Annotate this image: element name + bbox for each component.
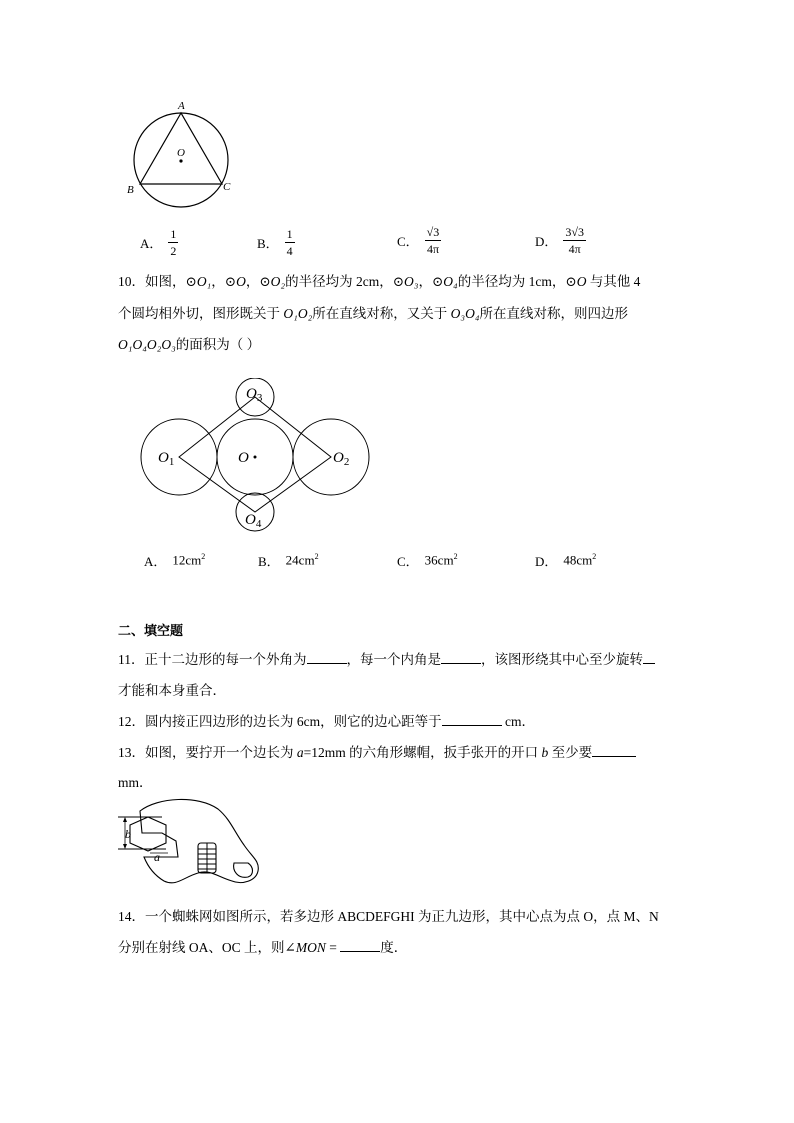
q9-option-d-den: 4π <box>568 242 581 256</box>
q13-line-1 <box>118 741 636 761</box>
q10-var: O₄ <box>443 274 458 289</box>
q11-line-2: 才能和本身重合． <box>118 683 226 698</box>
q14-line-2 <box>118 936 407 956</box>
q9-option-b <box>257 228 295 257</box>
q9-option-b-num: 1 <box>286 227 293 241</box>
q10-text: 10．如图，⊙ <box>118 274 197 289</box>
q10-option-c-value <box>425 552 458 568</box>
q10-var: O₁O₄O₂O₃ <box>118 337 176 352</box>
q9-option-c-num: √3 <box>426 225 440 239</box>
q10-option-d-letter: D． <box>535 554 558 569</box>
label-o1: $O_1$ <box>158 450 175 468</box>
q10-line-2 <box>118 302 628 322</box>
q10-line-3 <box>118 333 260 353</box>
q10-option-c <box>397 551 458 570</box>
q9-option-d <box>535 226 586 255</box>
section-title: 二、填空题 <box>118 623 184 638</box>
q9-option-a <box>140 228 178 257</box>
q9-option-b-fraction <box>285 228 295 257</box>
q10-text: ，⊙ <box>211 274 237 289</box>
q9-option-d-num: 3√3 <box>565 225 584 239</box>
q11-text: ，每一个内角是 <box>346 652 441 667</box>
q13-text: 13．如图，要拧开一个边长为 <box>118 745 297 760</box>
q14-blank[interactable] <box>340 939 380 952</box>
center-point <box>179 159 182 162</box>
q14-angle: ∠MON <box>284 940 326 955</box>
label-c: C <box>223 181 231 193</box>
q10-option-d-text: 48cm <box>563 552 593 568</box>
q11-blank-2[interactable] <box>441 651 481 664</box>
label-o: O <box>177 147 185 159</box>
arrow-head <box>123 817 127 822</box>
q14-text: = <box>325 940 341 955</box>
q10-option-d-sup: 2 <box>592 552 597 562</box>
q10-var: O <box>236 274 246 289</box>
q10-text: 的半径均为 1cm，⊙ <box>457 274 577 289</box>
q10-var: O₂ <box>270 274 286 289</box>
q14-text: 分别在射线 OA、OC 上，则 <box>118 940 285 955</box>
q11-text: ，该图形绕其中心至少旋转 <box>481 652 643 667</box>
q12-line <box>118 710 535 730</box>
q13-line-2: mm． <box>118 775 153 790</box>
q13-text: 至少要 <box>548 745 593 760</box>
q10-text: 与其他 4 <box>586 274 641 289</box>
q9-option-d-fraction <box>563 226 586 255</box>
q9-option-a-num: 1 <box>170 227 177 241</box>
label-o2: $O_2$ <box>333 450 350 468</box>
label-b: b <box>125 827 131 841</box>
q9-option-b-den: 4 <box>286 244 293 258</box>
label-b: B <box>127 184 134 196</box>
wrench-body <box>140 799 258 882</box>
q10-option-b-text: 24cm <box>285 552 315 568</box>
q10-option-a-value <box>172 552 205 568</box>
q9-option-c-fraction <box>425 226 442 255</box>
q10-text: ，⊙ <box>245 274 271 289</box>
q10-option-c-sup: 2 <box>453 552 458 562</box>
label-o: O <box>238 450 249 466</box>
q11-line-1 <box>118 648 655 668</box>
q12-text: 12．圆内接正四边形的边长为 6cm，则它的边心距等于 <box>118 714 442 729</box>
q10-option-a-letter: A． <box>144 554 167 569</box>
q10-option-b-value <box>286 552 319 568</box>
q11-text: 11．正十二边形的每一个外角为 <box>118 652 307 667</box>
q9-option-c <box>397 226 441 255</box>
q10-var: O₃ <box>404 274 419 289</box>
q10-var: O <box>576 274 587 289</box>
q10-option-b-letter: B． <box>258 554 280 569</box>
q9-option-c-letter: C． <box>397 234 419 249</box>
q10-figure <box>136 378 372 533</box>
q10-option-a-sup: 2 <box>201 552 206 562</box>
q10-line-1 <box>118 270 640 290</box>
q11-blank-1[interactable] <box>307 651 347 664</box>
q11-blank-3[interactable] <box>643 651 655 664</box>
q13-blank[interactable] <box>592 744 636 757</box>
arrow-head <box>123 844 127 849</box>
q10-var: O₁ <box>196 274 212 289</box>
label-a: A <box>178 100 185 112</box>
handle-slot <box>234 863 253 877</box>
q9-option-a-den: 2 <box>170 244 177 258</box>
q9-option-b-letter: B． <box>257 236 279 251</box>
q13-var: a <box>296 745 304 760</box>
q13-figure <box>118 797 264 889</box>
q10-option-b-sup: 2 <box>314 552 319 562</box>
q9-option-c-den: 4π <box>426 242 439 256</box>
q14-line-1: 14．一个蜘蛛网如图所示，若多边形 ABCDEFGHI 为正九边形，其中心点为点 O，点 M、N <box>118 909 659 924</box>
q10-text: ，⊙ <box>418 274 444 289</box>
q10-text: 所在直线对称，又关于 <box>312 306 451 321</box>
q10-var: O₁O₂ <box>283 306 313 321</box>
q10-text: 的面积为（ ） <box>175 337 261 352</box>
q12-blank[interactable] <box>442 713 502 726</box>
q9-option-a-fraction <box>168 228 178 257</box>
q10-option-c-text: 36cm <box>424 552 454 568</box>
q10-var: O₃O₄ <box>450 306 480 321</box>
q10-option-d <box>535 551 596 570</box>
hex-nut <box>130 817 166 851</box>
q10-option-c-letter: C． <box>397 554 419 569</box>
label-o3: $O_3$ <box>246 386 263 404</box>
q10-option-d-value <box>563 552 596 568</box>
q10-option-a <box>144 551 205 570</box>
q13-text: =12mm 的六角形螺帽，扳手张开的开口 <box>303 745 542 760</box>
q10-text: 的半径均为 2cm，⊙ <box>285 274 405 289</box>
q13-var: b <box>541 745 549 760</box>
q9-figure <box>126 98 236 210</box>
q14-text: 度． <box>380 940 408 955</box>
q9-option-a-letter: A． <box>140 236 163 251</box>
q10-text: 所在直线对称，则四边形 <box>479 306 629 321</box>
q9-option-d-letter: D． <box>535 234 558 249</box>
label-o4: $O_4$ <box>245 512 262 530</box>
label-a: a <box>154 850 160 864</box>
q10-option-b <box>258 551 319 570</box>
center-point-o <box>254 456 257 459</box>
q12-text: cm． <box>501 714 535 729</box>
q10-text: 个圆均相外切，图形既关于 <box>118 306 284 321</box>
q10-option-a-text: 12cm <box>172 552 202 568</box>
